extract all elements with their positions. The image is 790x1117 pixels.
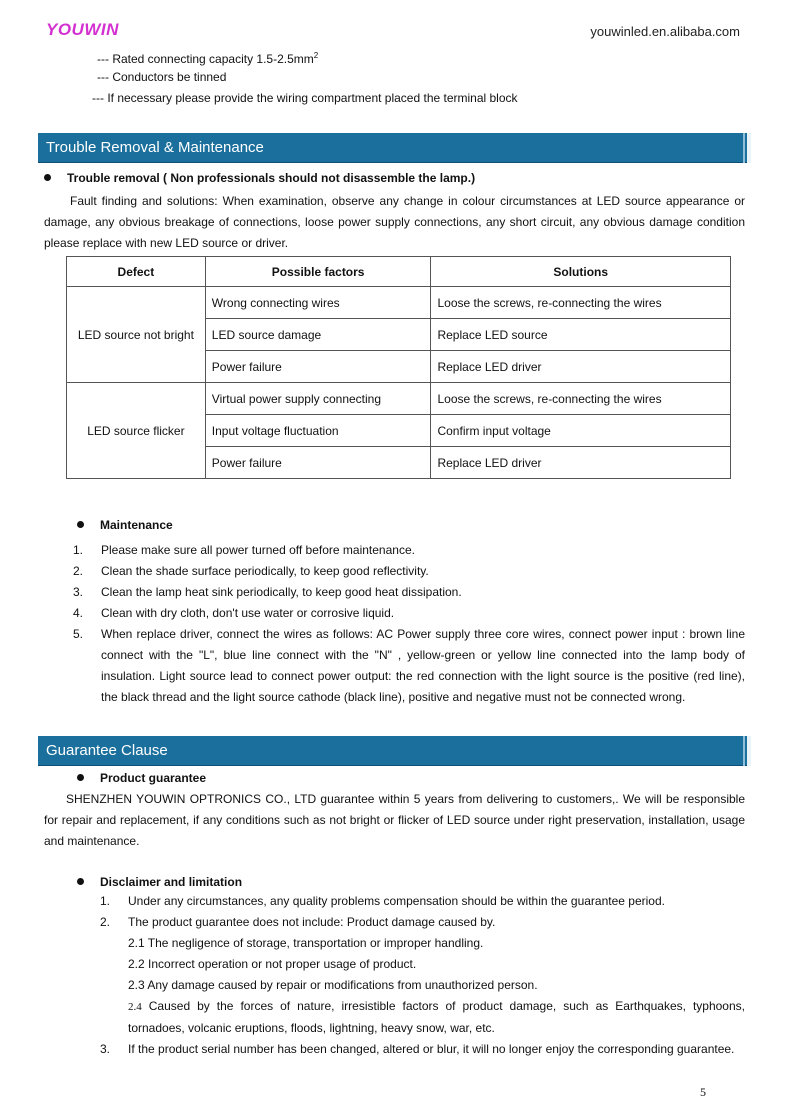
list-item: 1. Please make sure all power turned off before maintenance.	[73, 543, 415, 557]
list-item: 4. Clean with dry cloth, don't use water or corrosive liquid.	[73, 606, 395, 620]
table-header-cell: Solutions	[431, 257, 731, 287]
table-header-cell: Possible factors	[205, 257, 431, 287]
factor-cell: LED source damage	[205, 319, 431, 351]
product-guarantee-heading: Product guarantee	[77, 770, 206, 786]
table-header-cell: Defect	[67, 257, 206, 287]
sub-list-item: 2.2 Incorrect operation or not proper usage of product.	[128, 957, 417, 971]
bullet-icon	[44, 174, 51, 181]
sub-list-item: 2.1 The negligence of storage, transportation or improper handling.	[128, 936, 484, 950]
page-number: 5	[700, 1085, 706, 1099]
bullet-icon	[77, 521, 84, 528]
solution-cell: Replace LED driver	[431, 351, 731, 383]
defect-cell: LED source not bright	[67, 287, 206, 383]
table-row	[67, 287, 731, 319]
factor-cell: Virtual power supply connecting	[205, 383, 431, 415]
table-header-row	[67, 257, 731, 287]
disclaimer-list	[100, 891, 745, 1060]
solution-cell: Loose the screws, re-connecting the wires	[431, 287, 731, 319]
website-url: youwinled.en.alibaba.com	[590, 24, 740, 39]
factor-cell: Input voltage fluctuation	[205, 415, 431, 447]
solution-cell: Loose the screws, re-connecting the wires	[431, 383, 731, 415]
bullet-icon	[77, 878, 84, 885]
solution-cell: Confirm input voltage	[431, 415, 731, 447]
list-item: 3. If the product serial number has been changed, altered or blur, it will no longer enjoy the corresponding guarantee.	[100, 1042, 735, 1056]
section-banner-trouble	[38, 133, 751, 163]
maintenance-list	[73, 540, 745, 708]
list-item: 2. The product guarantee does not include: Product damage caused by.	[100, 915, 496, 929]
defect-table	[66, 256, 731, 479]
sub-list-item: 2.4 Caused by the forces of nature, irresistible factors of product damage, such as Earthquakes, typhoons, tornadoes, volcanic eruptions, floods, lightning, heavy snow, war, etc.	[128, 999, 745, 1035]
list-item: 2. Clean the shade surface periodically, to keep good reflectivity.	[73, 564, 429, 578]
section-title-trouble: Trouble Removal & Maintenance	[46, 139, 264, 156]
list-item: 3. Clean the lamp heat sink periodically, to keep good heat dissipation.	[73, 585, 462, 599]
section-banner-guarantee	[38, 736, 751, 766]
wiring-note-1: --- Rated connecting capacity $1.5-2.5mm^2$	[97, 51, 319, 66]
wiring-note-2: --- Conductors be tinned	[97, 70, 227, 84]
product-guarantee-text: SHENZHEN YOUWIN OPTRONICS CO., LTD guarantee within 5 years from delivering to customers,. We will be responsible for repair and replacement, if any conditions such as not bright or flicker of LED source under right preservation, installation, usage and maintenance.	[44, 792, 745, 848]
wiring-note-3: --- If necessary please provide the wiring compartment placed the terminal block	[92, 91, 518, 105]
factor-cell: Power failure	[205, 351, 431, 383]
bullet-icon	[77, 774, 84, 781]
maintenance-heading: Maintenance	[77, 517, 173, 533]
list-item: 1. Under any circumstances, any quality problems compensation should be within the guarantee period.	[100, 894, 665, 908]
defect-cell: LED source flicker	[67, 383, 206, 479]
trouble-intro: Fault finding and solutions: When examination, observe any change in colour circumstances at LED source appearance or damage, any obvious breakage of connections, loose power supply connections, any short circuit, any obvious damage condition please replace with new LED source or driver.	[44, 194, 745, 250]
factor-cell: Power failure	[205, 447, 431, 479]
list-item: 5. When replace driver, connect the wires as follows: AC Power supply three core wires, connect power input : brown line connect with the "L", blue line connect with the "N" , yellow-green or yellow line connected into the lamp body of insulation. Light source lead to connect power output: the red connection with the light source is the positive (red line), the black thread and the light source cathode (black line), positive and negative must not be connected wrong.	[73, 627, 745, 704]
factor-cell: Wrong connecting wires	[205, 287, 431, 319]
trouble-subhead: Trouble removal ( Non professionals should not disassemble the lamp.)	[44, 170, 475, 186]
solution-cell: Replace LED driver	[431, 447, 731, 479]
sub-list-item: 2.3 Any damage caused by repair or modifications from unauthorized person.	[128, 978, 538, 992]
section-title-guarantee: Guarantee Clause	[46, 742, 168, 759]
table-row	[67, 383, 731, 415]
disclaimer-heading: Disclaimer and limitation	[77, 874, 242, 890]
brand-logo: YOUWIN	[46, 20, 119, 39]
solution-cell: Replace LED source	[431, 319, 731, 351]
